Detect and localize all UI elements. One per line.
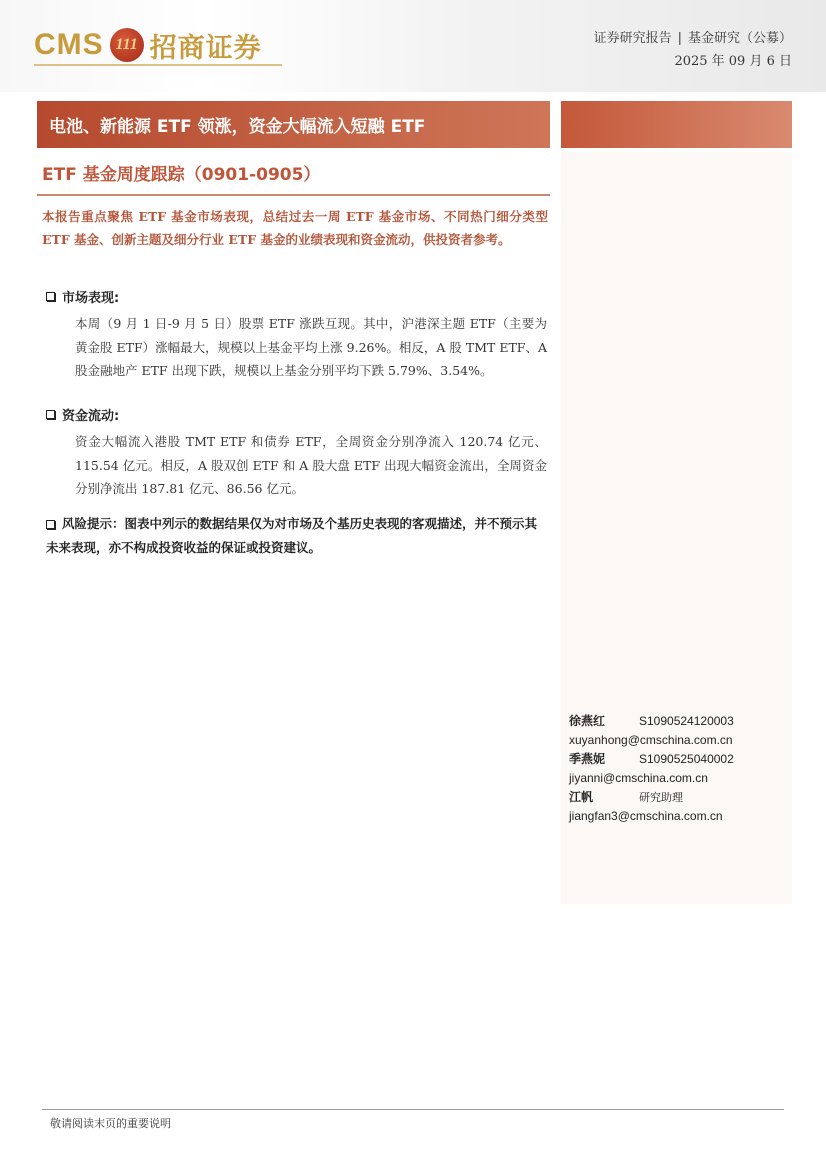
analyst-name: 徐燕红 — [569, 714, 606, 728]
section-body: 资金大幅流入港股 TMT ETF 和债券 ETF，全周资金分别净流入 120.74 亿元、115.54 亿元。相反，A 股双创 ETF 和 A 股大盘 ETF 出现大幅资金流出，全周资金分别净流出 187.81 亿元、86.56 亿元。 — [75, 434, 547, 496]
footer-divider — [42, 1109, 784, 1110]
section-heading-text: 市场表现: — [62, 291, 120, 306]
risk-warning-text: 风险提示：图表中列示的数据结果仅为对市场及个基历史表现的客观描述，并不预示其未来表现，亦不构成投资收益的保证或投资建议。 — [46, 516, 538, 555]
report-type — [594, 27, 792, 46]
checkbox-bullet-icon — [46, 292, 55, 301]
analyst-entry — [569, 711, 789, 749]
analyst-entry — [569, 749, 789, 787]
cms-logo — [34, 22, 262, 68]
analyst-name: 季燕妮 — [569, 752, 606, 766]
analyst-email[interactable]: jiangfan3@cmschina.com.cn — [569, 808, 723, 823]
risk-warning — [46, 512, 546, 560]
analyst-entry — [569, 787, 789, 825]
analyst-license-id: S1090525040002 — [639, 751, 734, 766]
analyst-list — [569, 711, 789, 825]
subtitle-divider — [37, 194, 550, 196]
checkbox-bullet-icon — [46, 520, 55, 529]
separator: | — [677, 31, 682, 46]
logo-emblem-icon: 111 — [110, 28, 144, 62]
title-bar — [37, 101, 550, 148]
logo-chinese-text: 招商证券 — [149, 32, 262, 64]
report-title: 电池、新能源 ETF 领涨，资金大幅流入短融 ETF — [49, 117, 426, 137]
analyst-role: 研究助理 — [639, 790, 683, 804]
section-fund-flow — [46, 405, 550, 501]
analyst-name: 江帆 — [569, 790, 594, 804]
analyst-license-id: S1090524120003 — [639, 713, 734, 728]
report-date: 2025 年 09 月 6 日 — [674, 54, 792, 69]
logo-underline — [34, 64, 282, 66]
intro-paragraph: 本报告重点聚焦 ETF 基金市场表现，总结过去一周 ETF 基金市场、不同热门细分类型 ETF 基金、创新主题及细分行业 ETF 基金的业绩表现和资金流动，供投资者参考。 — [42, 209, 548, 247]
section-body: 本周（9 月 1 日-9 月 5 日）股票 ETF 涨跌互现。其中，沪港深主题 ETF（主要为黄金股 ETF）涨幅最大，规模以上基金平均上涨 9.26%。相反，A 股 TMT ETF、A 股金融地产 ETF 出现下跌，规模以上基金分别平均下跌 5.79%、3.54%。 — [75, 316, 547, 378]
report-subcategory: 基金研究（公募） — [687, 31, 792, 46]
analyst-email[interactable]: xuyanhong@cmschina.com.cn — [569, 732, 733, 747]
section-heading — [46, 287, 550, 306]
side-title-bar — [561, 101, 792, 148]
report-subtitle: ETF 基金周度跟踪（0901-0905） — [42, 165, 321, 185]
section-heading — [46, 405, 550, 424]
footer-notice: 敬请阅读末页的重要说明 — [50, 1117, 171, 1130]
logo-cms-text: CMS — [34, 28, 104, 61]
section-market-performance — [46, 287, 550, 383]
analyst-email[interactable]: jiyanni@cmschina.com.cn — [569, 770, 708, 785]
checkbox-bullet-icon — [46, 410, 55, 419]
section-heading-text: 资金流动: — [62, 409, 120, 424]
report-category: 证券研究报告 — [593, 31, 672, 46]
